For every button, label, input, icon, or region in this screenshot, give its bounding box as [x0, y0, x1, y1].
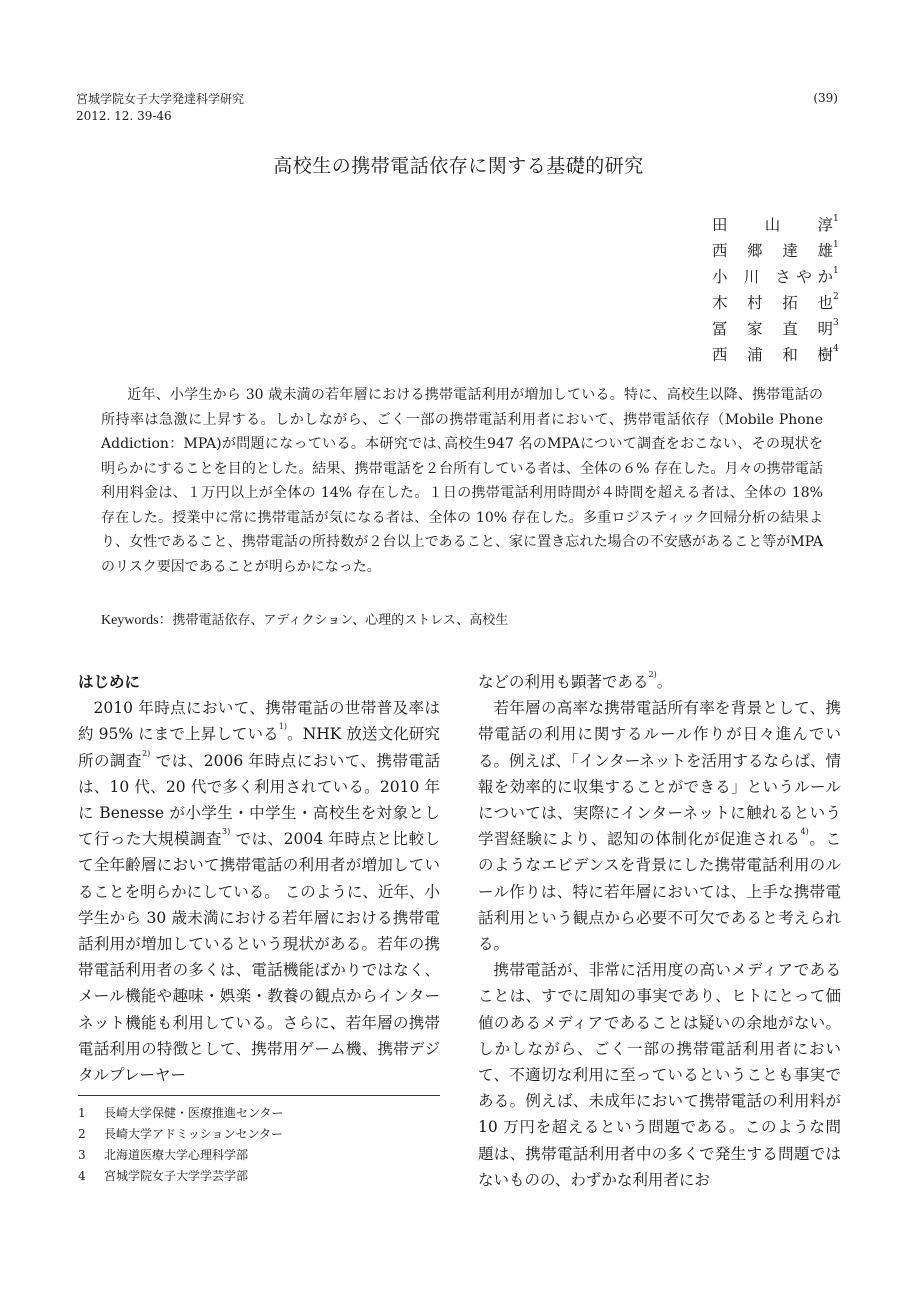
keywords-terms: 携帯電話依存、アディクション、心理的ストレス、高校生	[172, 613, 509, 628]
author: 木 村 拓 也$^2$	[712, 292, 839, 312]
abstract	[101, 383, 823, 579]
footnote-divider	[78, 1095, 440, 1096]
footnote: 2 長崎大学アドミッションセンター	[78, 1127, 284, 1141]
citation: 2)	[142, 748, 151, 758]
author: 西 郷 達 雄$^1$	[712, 240, 839, 260]
body-paragraph: などの利用も顕著である$^{2)}$。	[478, 670, 673, 691]
author: 小 川 さやか$^1$	[712, 266, 839, 286]
body-column-left	[78, 669, 440, 1088]
journal-volume: 2012. 12. 39-46	[76, 109, 172, 123]
journal-header	[76, 91, 244, 125]
keywords	[101, 609, 508, 629]
abstract-text: 近年、小学生から 30 歳未満の若年層における携帯電話利用が増加している。特に、高校生以降、携帯電話の所持率は急激に上昇する。しかしながら、ごく一部の携帯電話利用者において、携帯電話依存（Mobile Phone Addiction：MPA)が問題になっている。本研究では､高校生947 名のMPAについて調査をおこない、その現状を明らかにすることを目的とした。結果、携帯電話を２台所有している者は、全体の６% 存在した。月々の携帯電話利用料金は、１万円以上が全体の 14% 存在した。１日の携帯電話利用時間が４時間を超える者は、全体の 18% 存在した。授業中に常に携帯電話が気になる者は、全体の 10% 存在した。多重ロジスティック回帰分析の結果より、女性であること、携帯電話の所持数が２台以上であること、家に置き忘れた場合の不安感があること等がMPA のリスク要因であることが明らかになった。	[101, 387, 823, 575]
author: 冨 家 直 明$^3$	[712, 318, 839, 338]
keywords-label: Keywords：	[101, 613, 173, 628]
citation: 2)	[648, 670, 657, 679]
body-paragraph: 2010 年時点において、携帯電話の世帯普及率は約 95% にまで上昇している$^{1)}$。NHK 放送文化研究所の調査$^{2)}$ では、2006 年時点において、携帯電話は、10 代、20 代で多く利用されている。2010 年に Benesse が小学生・中学生・高校生を対象として行った大規模調査$^{3)}$ では、2004 年時点と比較して全年齢層において携帯電話の利用者が増加していることを明らかにしている。 このように、近年、小学生から 30 歳未満における若年層における携帯電話利用が増加しているという現状がある。若年の携帯電話利用者の多くは、電話機能ばかりではなく、メール機能や趣味・娯楽・教養の観点からインターネット機能も利用している。さらに、若年層の携帯電話利用の特徴として、携帯用ゲーム機、携帯デジタルプレーヤー	[78, 699, 440, 1085]
footnote: 1 長崎大学保健・医療推進センター	[78, 1106, 284, 1120]
citation: 4)	[800, 827, 809, 837]
author: 西 浦 和 樹$^4$	[712, 344, 839, 364]
author: 田 山 淳$^1$	[712, 214, 839, 234]
body-paragraph: 携帯電話が、非常に活用度の高いメディアであることは、すでに周知の事実であり、ヒトにとって価値のあるメディアであることは疑いの余地がない。しかしながら、ごく一部の携帯電話利用者において、不適切な利用に至っているということも事実である。例えば、未成年において携帯電話の利用料が 10 万円を超えるという問題である。このような問題は、携帯電話利用者中の多くで発生する問題ではないものの、わずかな利用者にお	[478, 961, 841, 1189]
paper-title: 高校生の携帯電話依存に関する基礎的研究	[273, 155, 644, 177]
footnote: 3 北海道医療大学心理科学部	[78, 1148, 249, 1162]
author-list	[712, 212, 842, 368]
journal-name: 宮城学院女子大学発達科学研究	[76, 92, 245, 106]
body-paragraph: 若年層の高率な携帯電話所有率を背景として、携帯電話の利用に関するルール作りが日々進んでいる。例えば、「インターネットを活用するならば、情報を効率的に収集することができる」というルールについては、実際にインターネットに触れるという学習経験により、認知の体制化が促進される$^{4)}$。このようなエビデンスを背景にした携帯電話利用のルール作りは、特に若年層においては、上手な携帯電話利用という観点から必要不可欠であると考えられる。	[478, 699, 841, 954]
section-heading: はじめに	[78, 672, 141, 691]
citation: 3)	[221, 827, 231, 837]
body-column-right	[478, 669, 841, 1193]
page-number: (39)	[813, 91, 838, 105]
citation: 1)	[278, 722, 287, 732]
footnotes	[78, 1103, 440, 1187]
footnote: 4 宮城学院女子大学学芸学部	[78, 1169, 249, 1183]
